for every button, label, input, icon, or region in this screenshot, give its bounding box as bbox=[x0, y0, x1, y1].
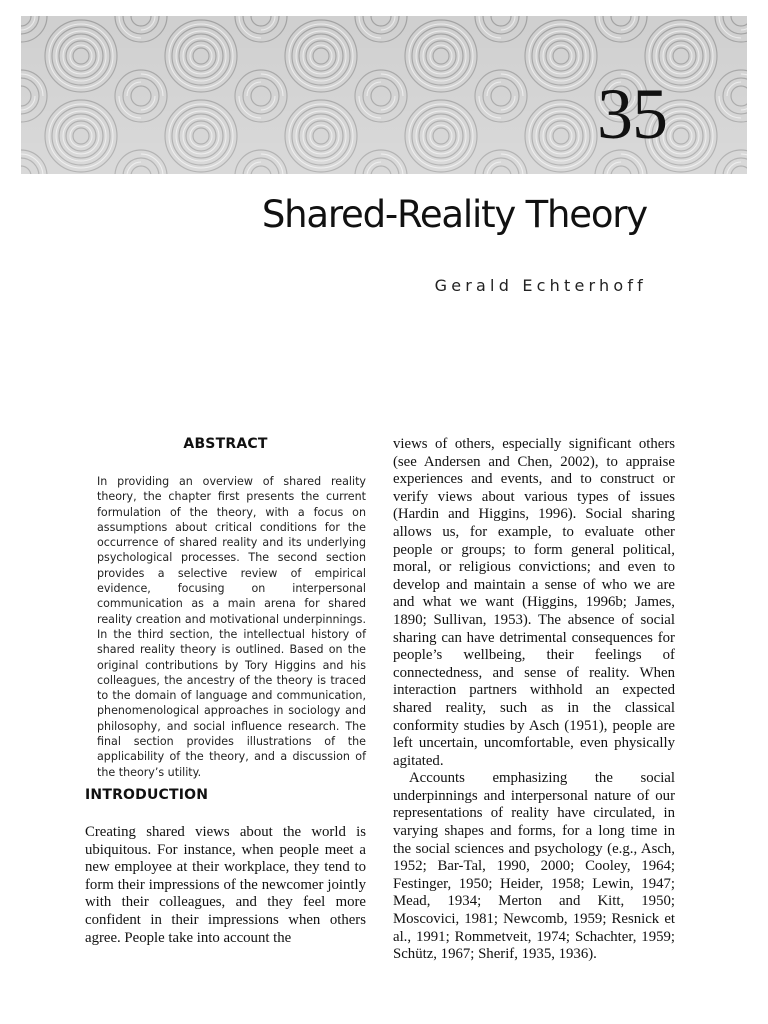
abstract-text: In providing an overview of shared reality theory, the chapter first presents the current formulation of the theory, with a focus on assumptions about critical conditions for the occurrence of shared reality and its underlying psychological processes. The second section provides a selective review of empirical evidence, focusing on interpersonal communication as a main arena for shared reality creation and motivational underpinnings. In the third section, the intellectual history of shared reality theory is outlined. Based on the original contributions by Tory Higgins and his colleagues, the ancestry of the theory is traced to the domain of language and communication, phenomenological approaches in sociology and philosophy, and social influence research. The final section provides illustrations of the applicability of the theory, and a discussion of the theory’s utility. bbox=[97, 475, 366, 779]
abstract-heading: ABSTRACT bbox=[183, 436, 268, 452]
chapter-number: 35 bbox=[597, 74, 667, 154]
introduction-paragraph: Creating shared views about the world is ubiquitous. For instance, when people meet a new employee at their workplace, they tend to form their impressions of the newcomer jointly with their colleagues, and they feel more confident in their impressions when others agree. People take into account the bbox=[85, 824, 366, 946]
introduction-heading: INTRODUCTION bbox=[85, 787, 209, 803]
body-paragraph: Accounts emphasizing the social underpinnings and interpersonal nature of our representations of reality have circulated, in varying shapes and forms, for a long time in the social sciences and psychology (e.g., Asch, 1952; Bar-Tal, 1990, 2000; Cooley, 1964; Festinger, 1950; Heider, 1958; Lewin, 1947; Mead, 1934; Merton and Kitt, 1950; Moscovici, 1981; Newcomb, 1959; Resnick et al., 1991; Rommetveit, 1974; Schachter, 1959; Schütz, 1967; Sherif, 1935, 1936). bbox=[393, 770, 675, 963]
author-name: Gerald Echterhoff bbox=[434, 276, 647, 295]
chapter-title: Shared-Reality Theory bbox=[261, 193, 647, 236]
abstract-section bbox=[85, 436, 366, 780]
right-column bbox=[393, 436, 675, 964]
body-paragraph: views of others, especially significant others (see Andersen and Chen, 2002), to appraise experiences and events, and to construct or verify views about various types of issues (Hardin and Higgins, 1996). Social sharing allows us, for example, to evaluate other people or groups; to form general political, moral, or religious convictions; and even to develop and maintain a sense of who we are and what we want (Higgins, 1996b; James, 1890; Sullivan, 1953). The absence of social sharing can have detrimental consequences for people’s wellbeing, their feelings of connectedness, and sense of reality. When interaction partners withhold an expected shared reality, such as in the classical conformity studies by Asch (1951), people are left uncertain, uncomfortable, even physically agitated. bbox=[393, 436, 675, 769]
left-column bbox=[85, 436, 366, 946]
